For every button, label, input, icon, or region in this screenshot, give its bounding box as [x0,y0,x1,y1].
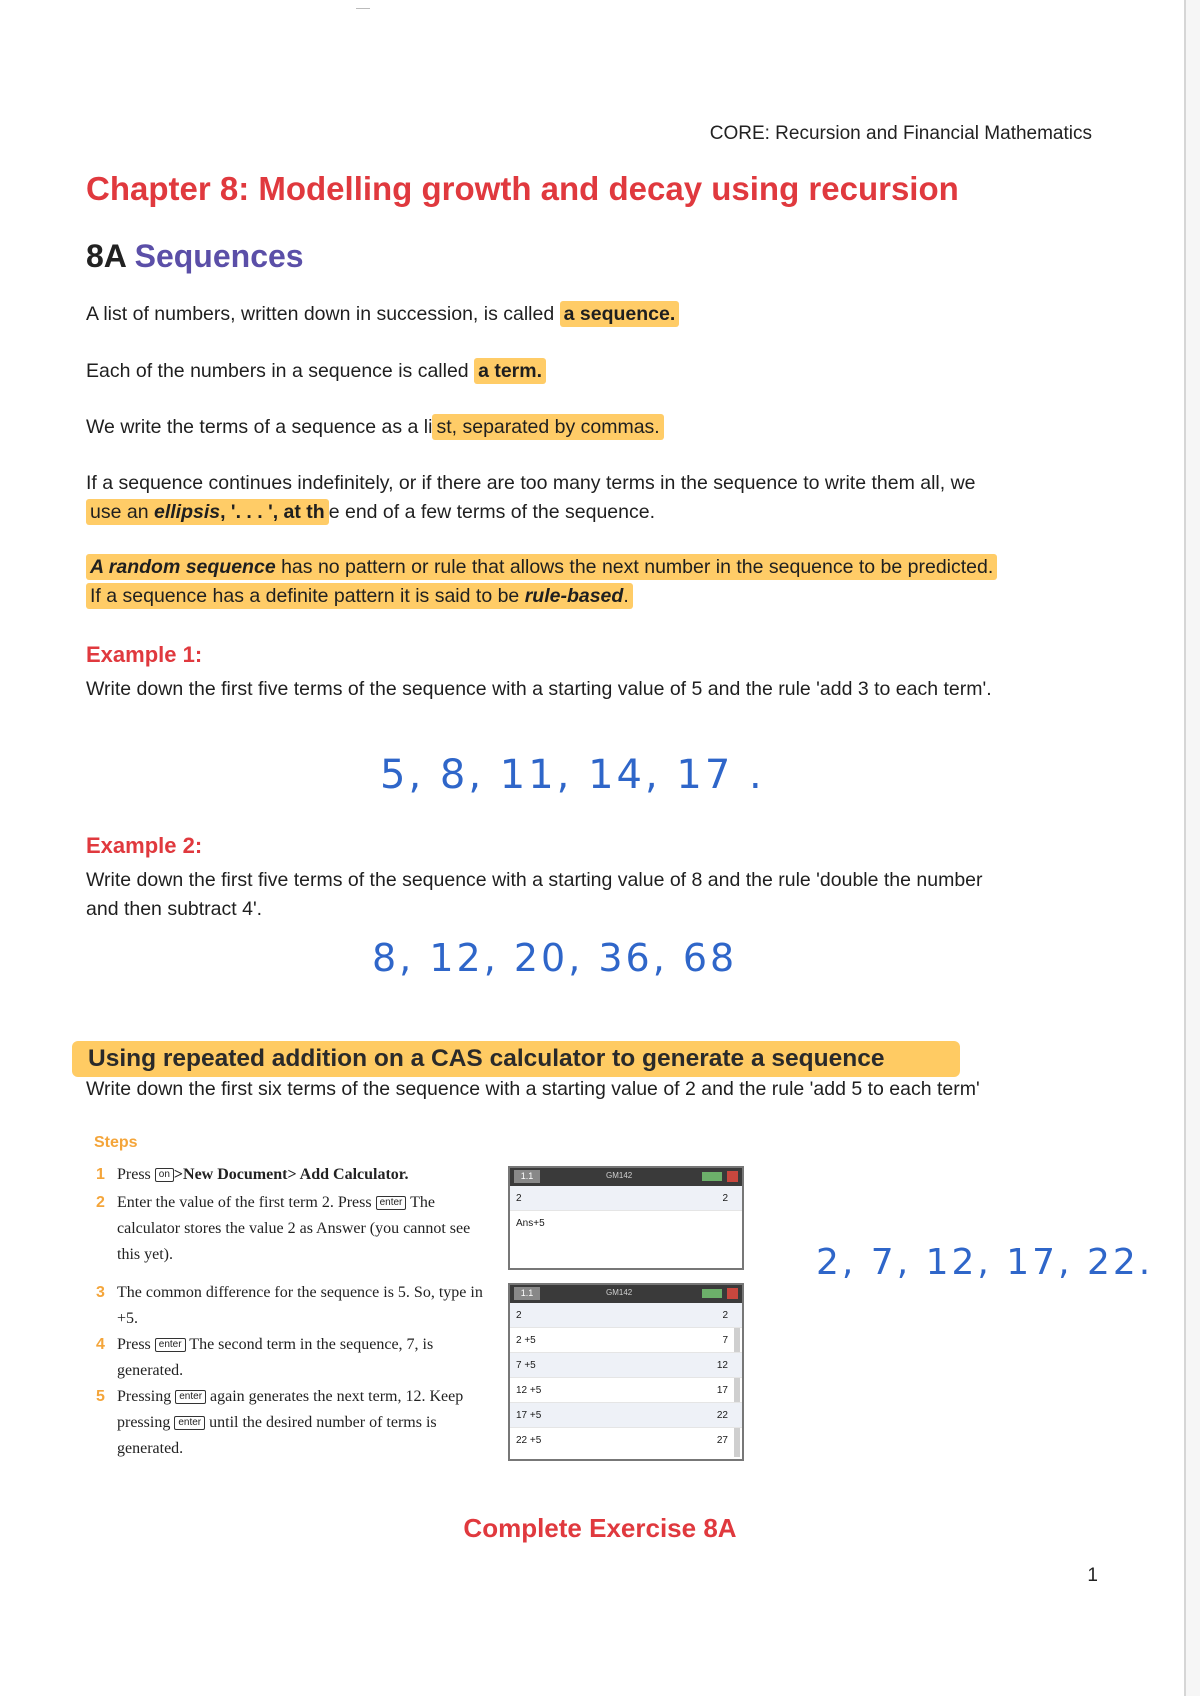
close-icon [727,1288,738,1299]
calculator-screen-1 [508,1166,744,1270]
random-text: has no pattern or rule that allows the next number in the sequence to be predicted. [275,556,994,578]
calculator-result: 2 [722,1310,728,1321]
section-name: Sequences [134,238,304,274]
close-icon [727,1171,738,1182]
step-pre: Press [117,1166,155,1183]
step-number: 5 [96,1388,105,1405]
example1-handwritten-answer: 5, 8, 11, 14, 17 . [380,752,765,798]
rule-text: If a sequence has a definite pattern it is said to be [90,585,525,607]
chapter-title: Chapter 8: Modelling growth and decay using recursion [86,170,959,207]
calculator-input: 2 [516,1310,522,1321]
definition-text: We write the terms of a sequence as a li [86,416,433,438]
step-post: >New Document> Add Calculator. [173,1166,409,1183]
rule-line [86,582,1096,611]
definition-sequence [86,300,1096,329]
definition-text: A list of numbers, written down in succession, is called [86,303,560,325]
step-2 [96,1190,488,1268]
ellipsis-symbol: , '. . . ', at th [220,501,325,523]
calculator-result: 12 [716,1360,728,1371]
highlight-term: a term. [474,358,546,384]
calculator-tab: 1.1 [514,1287,540,1300]
highlight-term: a sequence. [560,301,680,327]
example1-question: Write down the first five terms of the sequence with a starting value of 5 and the rule 'add 3 to each term'. [86,678,992,700]
cas-question: Write down the first six terms of the sequence with a starting value of 2 and the rule 'add 5 to each term' [86,1078,980,1100]
calculator-row [510,1378,742,1403]
calculator-input: 17 +5 [516,1410,542,1421]
calculator-row [510,1303,742,1328]
example2-heading: Example 2: [86,833,203,858]
section-number: 8A [86,238,126,274]
highlight-ellipsis [86,499,329,525]
calculator-row [510,1428,742,1452]
calculator-input: Ans+5 [516,1218,545,1229]
page-number: 1 [1087,1565,1098,1586]
scan-edge-line [1184,0,1186,1696]
highlight-term: st, separated by commas. [432,414,663,440]
definition-term [86,357,1096,386]
step-post: The second term in the sequence, 7, is generated. [117,1336,434,1379]
rule-end: . [623,585,629,607]
calculator-result: 2 [722,1193,728,1204]
step-pre: Press [117,1336,155,1353]
step-pre: Pressing [117,1388,176,1405]
random-line [86,553,1096,582]
calculator-row [510,1353,742,1378]
running-head: CORE: Recursion and Financial Mathematics [709,123,1092,144]
calculator-row [510,1328,742,1353]
highlight-random [86,554,997,580]
step-4 [96,1332,488,1384]
enter-key-icon: enter [174,1416,205,1430]
step-number: 3 [96,1284,105,1301]
scan-tick [356,8,370,9]
example2-question-line1: Write down the first five terms of the sequence with a starting value of 8 and the rule 'double the number [86,869,983,891]
calculator-input: 2 [516,1193,522,1204]
calculator-result: 27 [716,1435,728,1446]
ellipsis-line2 [86,498,1096,527]
home-on-key-icon: on [155,1168,174,1182]
highlight-rule [86,583,633,609]
calculator-tab: 1.1 [514,1170,540,1183]
calculator-doc-name: GM142 [606,1171,633,1180]
step-number: 1 [96,1166,105,1183]
step-pre: Enter the value of the first term 2. Press [117,1194,376,1211]
battery-icon [702,1172,722,1181]
definition-text: Each of the numbers in a sequence is called [86,360,475,382]
step-post: until the desired number of terms is generated. [117,1414,437,1457]
calculator-row [510,1186,742,1211]
definition-ellipsis [86,469,1096,527]
scan-margin [1186,0,1200,1696]
step-number: 4 [96,1336,105,1353]
ellipsis-word: ellipsis [153,501,221,523]
step-3 [96,1280,488,1332]
step-5 [96,1384,488,1462]
step-post: The calculator stores the value 2 as Answer (you cannot see this yet). [117,1194,471,1263]
calculator-titlebar [510,1168,742,1186]
complete-exercise: Complete Exercise 8A [463,1513,737,1543]
calculator-doc-name: GM142 [606,1288,633,1297]
cas-handwritten-answer: 2, 7, 12, 17, 22. [816,1242,1154,1283]
calculator-result: 17 [716,1385,728,1396]
steps-label: Steps [94,1134,138,1151]
enter-key-icon: enter [155,1338,186,1352]
random-term: A random sequence [90,556,276,578]
battery-icon [702,1289,722,1298]
calculator-screen-2 [508,1283,744,1461]
ellipsis-line1: If a sequence continues indefinitely, or if there are too many terms in the sequence to write them all, we [86,472,976,494]
step-number: 2 [96,1194,105,1211]
step-text: The common difference for the sequence is 5. So, type in +5. [117,1284,483,1327]
ellipsis-pre: use an [90,501,154,523]
calculator-input: 22 +5 [516,1435,542,1446]
section-heading [86,238,304,275]
example2-handwritten-answer: 8, 12, 20, 36, 68 [372,936,738,980]
definition-random [86,553,1096,611]
example1-heading: Example 1: [86,642,203,667]
calculator-titlebar [510,1285,742,1303]
step-text [117,1384,488,1462]
example2-question-line2: and then subtract 4'. [86,898,263,920]
calculator-result: 22 [716,1410,728,1421]
rule-term: rule-based [524,585,624,607]
calculator-result: 7 [722,1335,728,1346]
enter-key-icon: enter [376,1196,407,1210]
calculator-input: 2 +5 [516,1335,536,1346]
calculator-row [510,1403,742,1428]
example2-question [86,866,1096,924]
enter-key-icon: enter [175,1390,206,1404]
calculator-input: 12 +5 [516,1385,542,1396]
step-text [117,1190,488,1268]
ellipsis-rest: e end of a few terms of the sequence. [328,501,656,523]
step-text [117,1162,488,1188]
definition-commas [86,413,1096,442]
cas-heading: Using repeated addition on a CAS calculator to generate a sequence [88,1045,885,1072]
step-post: again generates the next term, 12. Keep pressing [117,1388,464,1431]
step-text [117,1332,488,1384]
calculator-input: 7 +5 [516,1360,536,1371]
step-1 [96,1162,488,1188]
calculator-row [510,1211,742,1235]
